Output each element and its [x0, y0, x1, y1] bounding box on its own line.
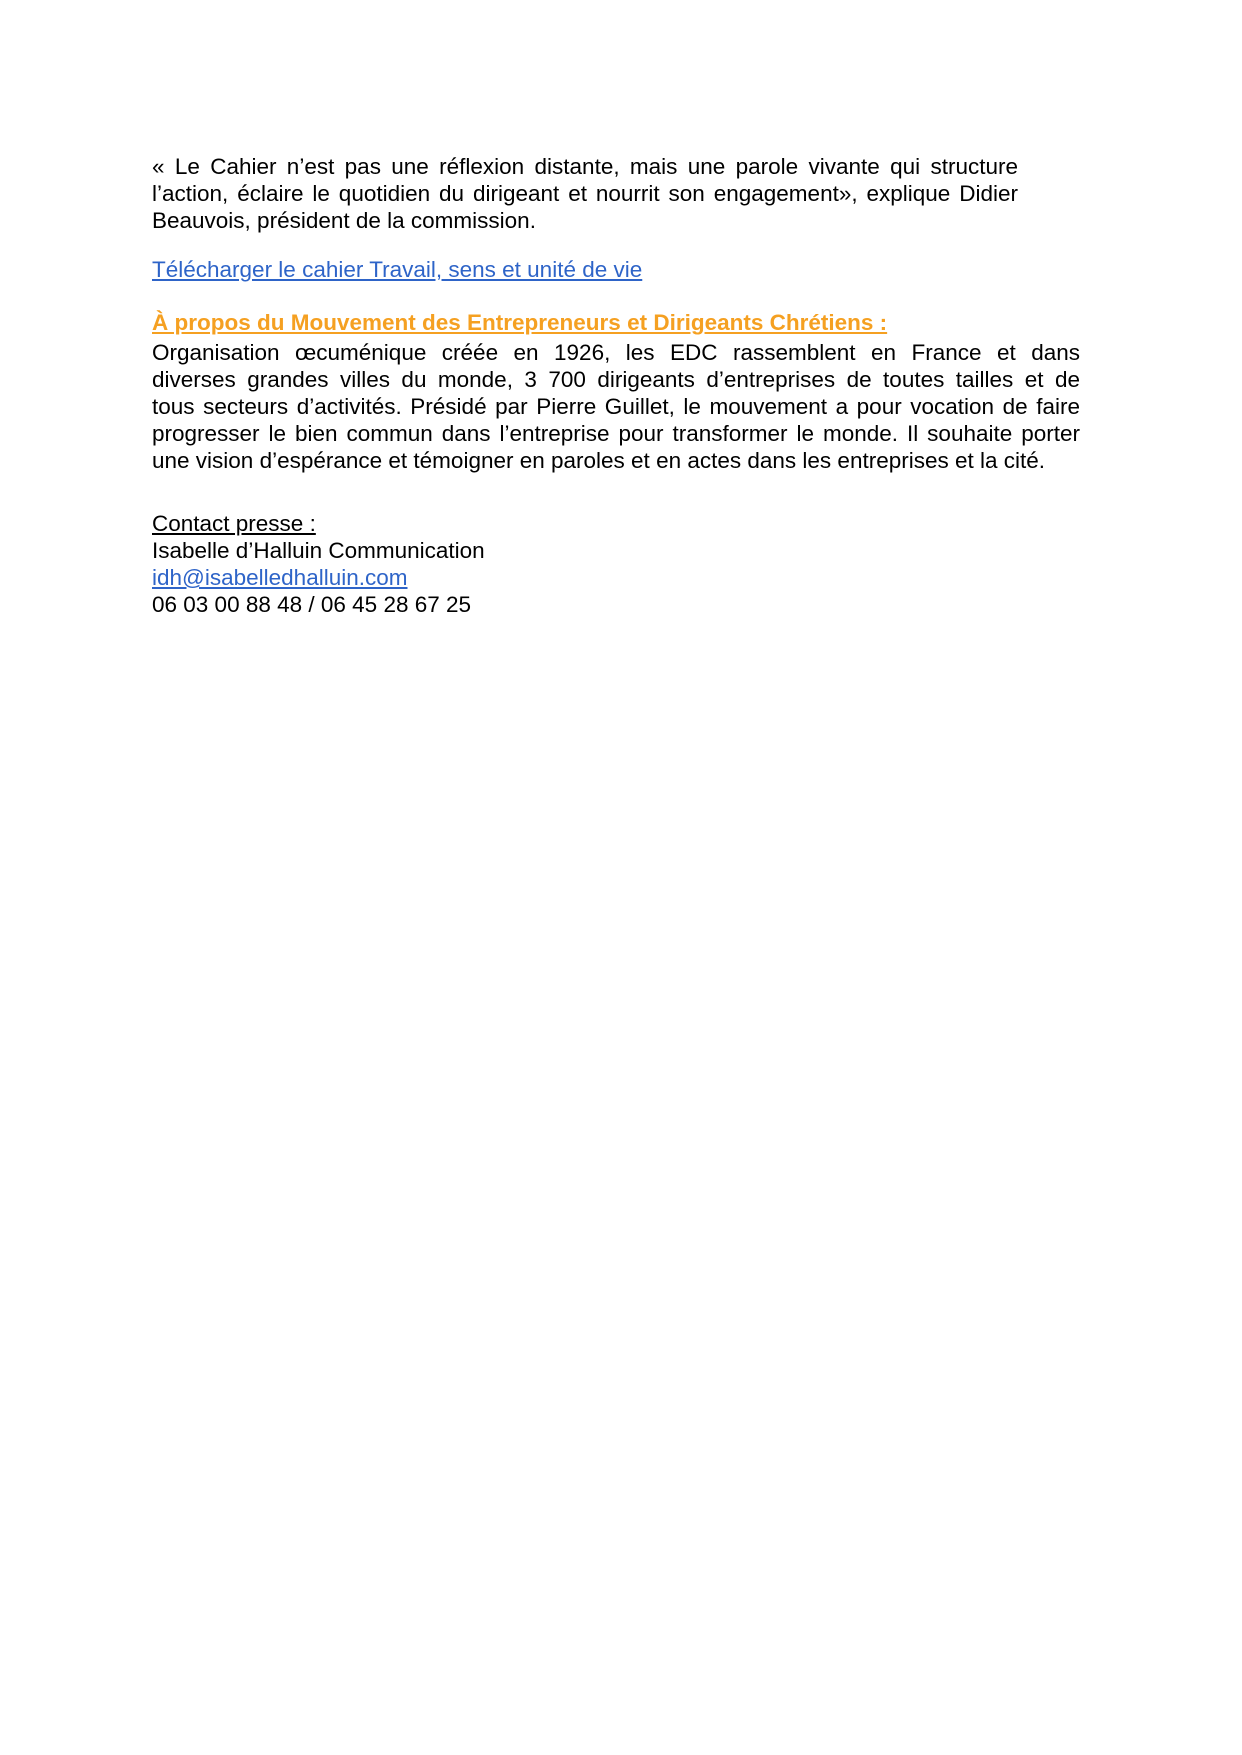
contact-email-link[interactable]: idh@isabelledhalluin.com	[152, 565, 408, 590]
about-line: une vision d’espérance et témoigner en paroles et en actes dans les entreprises et la cité.	[152, 448, 1046, 473]
contact-block	[152, 510, 1242, 618]
download-link[interactable]: Télécharger le cahier Travail, sens et unité de vie	[152, 257, 643, 282]
about-paragraph	[152, 339, 1080, 474]
about-line: diverses grandes villes du monde, 3 700 dirigeants d’entreprises de toutes tailles et de	[152, 367, 1080, 392]
page-content	[152, 153, 1242, 618]
contact-heading: Contact presse :	[152, 511, 316, 536]
quote-line: « Le Cahier n’est pas une réflexion distante, mais une parole vivante qui structure	[152, 154, 1018, 179]
about-line: progresser le bien commun dans l’entreprise pour transformer le monde. Il souhaite porter	[152, 421, 1080, 446]
about-heading: À propos du Mouvement des Entrepreneurs et Dirigeants Chrétiens :	[152, 310, 888, 335]
about-line: Organisation œcuménique créée en 1926, les EDC rassemblent en France et dans	[152, 340, 1080, 365]
about-line: tous secteurs d’activités. Présidé par Pierre Guillet, le mouvement a pour vocation de faire	[152, 394, 1080, 419]
contact-name: Isabelle d’Halluin Communication	[152, 538, 485, 563]
quote-line: l’action, éclaire le quotidien du dirigeant et nourrit son engagement», explique Didier	[152, 181, 1018, 206]
quote-paragraph	[152, 153, 1018, 234]
download-link-line	[152, 256, 1242, 283]
quote-line: Beauvois, président de la commission.	[152, 208, 536, 233]
contact-phone: 06 03 00 88 48 / 06 45 28 67 25	[152, 592, 472, 617]
